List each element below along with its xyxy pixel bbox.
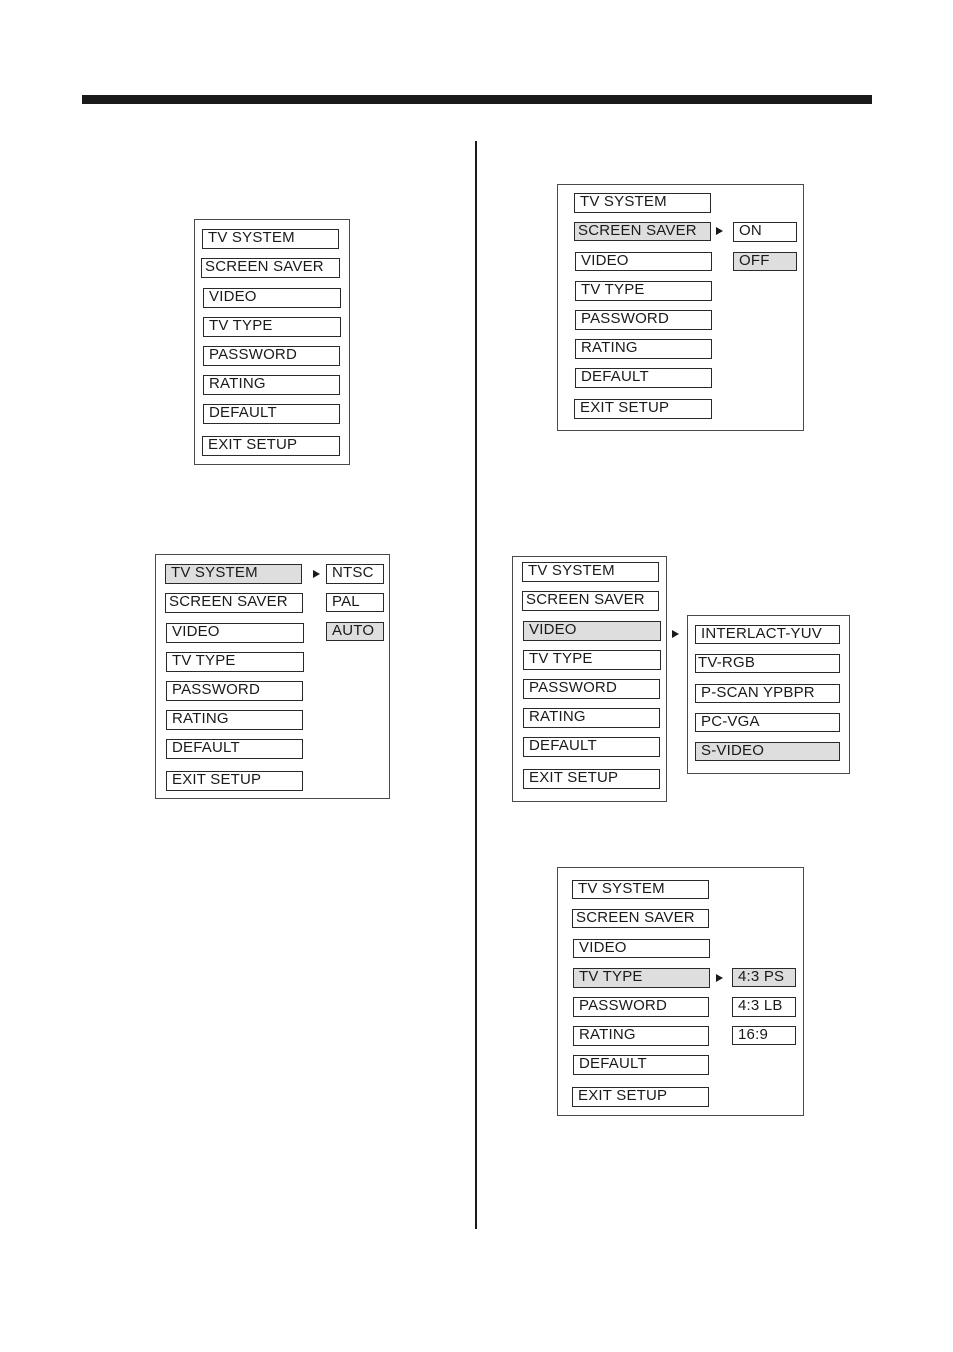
menu-item-tv-system[interactable]: TV SYSTEM	[202, 229, 339, 249]
menu-item-tv-system[interactable]: TV SYSTEM	[574, 193, 711, 213]
column-divider	[475, 141, 477, 1229]
menu-item-video[interactable]: VIDEO	[523, 621, 661, 641]
option-off[interactable]: OFF	[733, 252, 797, 271]
option-pc-vga[interactable]: PC-VGA	[695, 713, 840, 732]
option-4-3-ps[interactable]: 4:3 PS	[732, 968, 796, 987]
menu-item-exit-setup[interactable]: EXIT SETUP	[523, 769, 660, 789]
menu-item-rating[interactable]: RATING	[575, 339, 712, 359]
menu-item-rating[interactable]: RATING	[166, 710, 303, 730]
setup-menu-tv-system	[155, 554, 390, 799]
menu-item-tv-system[interactable]: TV SYSTEM	[522, 562, 659, 582]
menu-item-rating[interactable]: RATING	[523, 708, 660, 728]
menu-item-rating[interactable]: RATING	[203, 375, 340, 395]
menu-item-default[interactable]: DEFAULT	[523, 737, 660, 757]
menu-item-default[interactable]: DEFAULT	[575, 368, 712, 388]
option-tv-rgb[interactable]: TV-RGB	[695, 654, 840, 673]
menu-item-exit-setup[interactable]: EXIT SETUP	[166, 771, 303, 791]
menu-item-password[interactable]: PASSWORD	[523, 679, 660, 699]
menu-item-rating[interactable]: RATING	[573, 1026, 709, 1046]
setup-menu-main	[194, 219, 350, 465]
menu-item-default[interactable]: DEFAULT	[203, 404, 340, 424]
menu-item-video[interactable]: VIDEO	[203, 288, 341, 308]
menu-item-exit-setup[interactable]: EXIT SETUP	[572, 1087, 709, 1107]
menu-item-screen-saver[interactable]: SCREEN SAVER	[574, 222, 711, 241]
menu-item-password[interactable]: PASSWORD	[573, 997, 709, 1017]
menu-item-exit-setup[interactable]: EXIT SETUP	[202, 436, 340, 456]
option-pal[interactable]: PAL	[326, 593, 384, 612]
option-s-video[interactable]: S-VIDEO	[695, 742, 840, 761]
submenu-arrow-icon	[716, 227, 723, 235]
option-4-3-lb[interactable]: 4:3 LB	[732, 997, 796, 1017]
option-auto[interactable]: AUTO	[326, 622, 384, 641]
setup-menu-video	[512, 556, 667, 802]
menu-item-video[interactable]: VIDEO	[575, 252, 712, 271]
menu-item-video[interactable]: VIDEO	[573, 939, 710, 958]
menu-item-password[interactable]: PASSWORD	[166, 681, 303, 701]
menu-item-screen-saver[interactable]: SCREEN SAVER	[522, 591, 659, 611]
menu-item-password[interactable]: PASSWORD	[575, 310, 712, 330]
menu-item-exit-setup[interactable]: EXIT SETUP	[574, 399, 712, 419]
menu-item-tv-type[interactable]: TV TYPE	[573, 968, 710, 988]
menu-item-tv-system[interactable]: TV SYSTEM	[165, 564, 302, 584]
option-interlact-yuv[interactable]: INTERLACT-YUV	[695, 625, 840, 644]
menu-item-tv-type[interactable]: TV TYPE	[523, 650, 661, 670]
menu-item-video[interactable]: VIDEO	[166, 623, 304, 643]
submenu-arrow-icon	[313, 570, 320, 578]
header-rule	[82, 95, 872, 104]
video-options-panel	[687, 615, 850, 774]
menu-item-default[interactable]: DEFAULT	[166, 739, 303, 759]
menu-item-screen-saver[interactable]: SCREEN SAVER	[572, 909, 709, 928]
option-16-9[interactable]: 16:9	[732, 1026, 796, 1045]
option-on[interactable]: ON	[733, 222, 797, 242]
menu-item-tv-system[interactable]: TV SYSTEM	[572, 880, 709, 899]
option-p-scan-ypbpr[interactable]: P-SCAN YPBPR	[695, 684, 840, 703]
menu-item-default[interactable]: DEFAULT	[573, 1055, 709, 1075]
submenu-arrow-icon	[716, 974, 723, 982]
menu-item-screen-saver[interactable]: SCREEN SAVER	[201, 258, 340, 278]
setup-menu-screen-saver	[557, 184, 804, 431]
menu-item-screen-saver[interactable]: SCREEN SAVER	[165, 593, 303, 613]
submenu-arrow-icon	[672, 630, 679, 638]
menu-item-tv-type[interactable]: TV TYPE	[203, 317, 341, 337]
menu-item-tv-type[interactable]: TV TYPE	[575, 281, 712, 301]
option-ntsc[interactable]: NTSC	[326, 564, 384, 584]
menu-item-tv-type[interactable]: TV TYPE	[166, 652, 304, 672]
setup-menu-tv-type	[557, 867, 804, 1116]
menu-item-password[interactable]: PASSWORD	[203, 346, 340, 366]
